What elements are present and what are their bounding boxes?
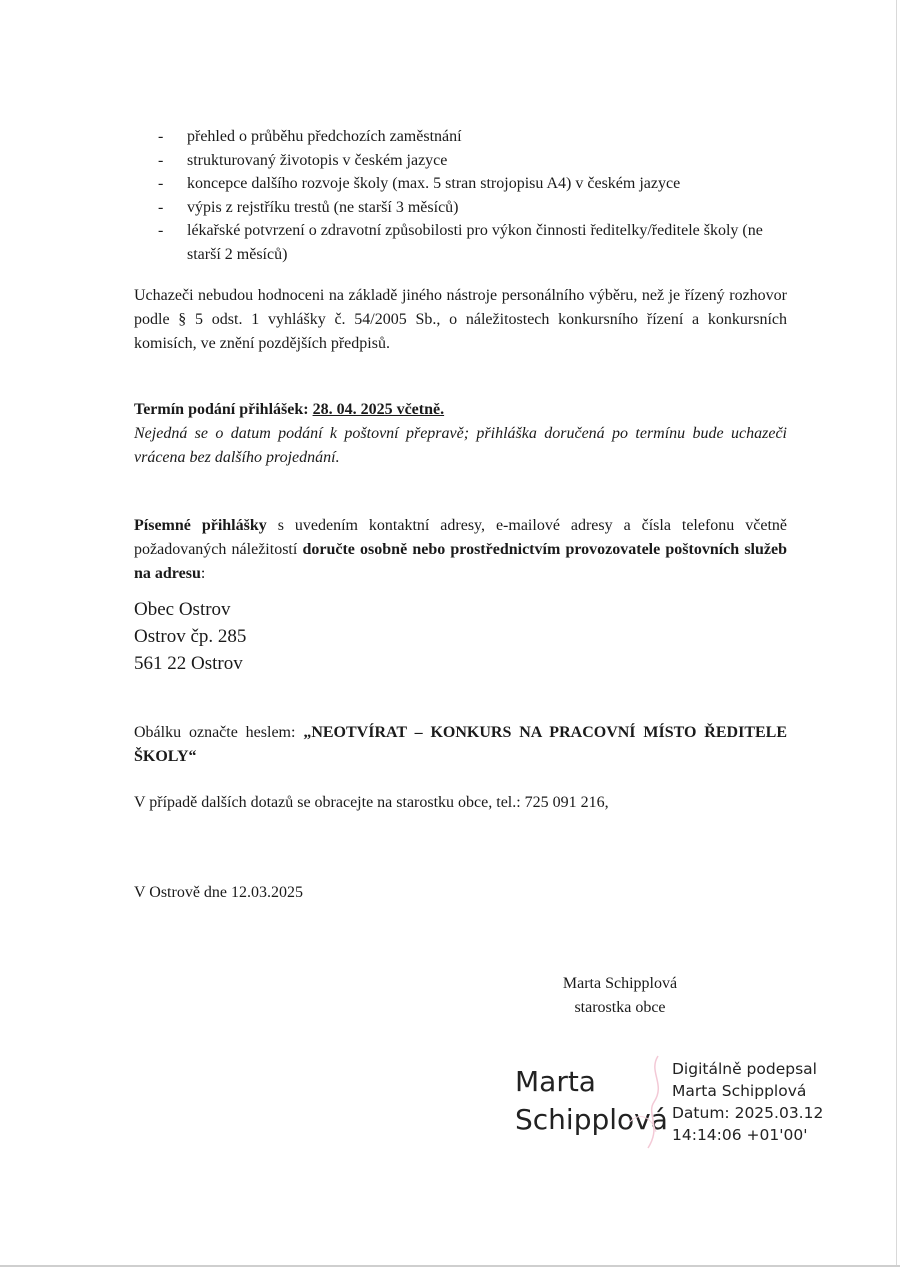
submission-part-3: doručte osobně nebo prostřednictvím provozovatele poštovních služeb na adresu [134,541,787,582]
list-item-text: strukturovaný životopis v českém jazyce [187,151,448,169]
bullet-dash: - [158,151,164,169]
list-item [158,219,798,266]
digital-signature-name-line: Schipplová [515,1103,668,1136]
contact-paragraph: V případě dalších dotazů se obracejte na starostku obce, tel.: 725 091 216, [134,794,609,811]
place-date: V Ostrově dne 12.03.2025 [134,884,304,901]
bullet-dash: - [158,222,164,239]
envelope-paragraph [134,721,787,769]
deadline-paragraph [134,398,787,470]
submission-part-4: : [200,565,206,582]
address-line: Ostrov čp. 285 [134,626,247,647]
list-item-text: výpis z rejstříku trestů (ne starší 3 měsíců) [187,198,459,216]
submission-paragraph [134,514,787,586]
deadline-date: 28. 04. 2025 včetně. [312,401,445,418]
signer-block [540,972,700,1020]
list-item [158,125,798,149]
list-item-text: přehled o průběhu předchozích zaměstnání [187,128,462,145]
list-item [158,149,798,173]
submission-part-2: s uvedením kontaktní adresy, e-mailové adresy a čísla telefonu včetně požadovaných náležitostí [134,517,788,558]
signer-role: starostka obce [574,999,666,1016]
envelope-prefix: Obálku označte heslem: [134,724,304,741]
list-item-text: koncepce dalšího rozvoje školy (max. 5 stran strojopisu A4) v českém jazyce [187,175,681,192]
bullet-dash: - [158,198,164,216]
submission-part-1: Písemné přihlášky [134,517,267,534]
deadline-label: Termín podání přihlášek: [134,401,313,418]
envelope-motto: „NEOTVÍRAT – KONKURS NA PRACOVNÍ MÍSTO ŘEDITELE ŠKOLY“ [134,724,788,765]
requirements-list [158,125,798,266]
deadline-note: Nejedná se o datum podání k poštovní přepravě; přihláška doručená po termínu bude uchazeči vrácena bez dalšího projednání. [134,425,787,466]
digital-signature-info [672,1058,823,1146]
digital-signature-info-line: Datum: 2025.03.12 [672,1104,824,1122]
address-line: Obec Ostrov [134,599,231,620]
digital-signature-info-line: Marta Schipplová [672,1082,807,1100]
address-block [134,596,246,677]
list-item [158,172,798,196]
digital-signature-info-line: 14:14:06 +01'00' [672,1126,808,1144]
list-item-text: lékařské potvrzení o zdravotní způsobilosti pro výkon činnosti ředitelky/ředitele školy (ne starší 2 měsíců) [187,222,763,263]
evaluation-paragraph: Uchazeči nebudou hodnoceni na základě jiného nástroje personálního výběru, než je řízený rozhovor podle § 5 odst. 1 vyhlášky č. 54/2005 Sb., o náležitostech konkursního řízení a konkursních komisích, ve znění pozdějších předpisů. [134,287,787,352]
digital-signature-name-line: Marta [515,1065,596,1098]
bullet-dash: - [158,128,164,145]
page-edge-bottom [0,1265,900,1267]
page-edge-right [896,0,897,1265]
signature-watermark-icon [618,1052,678,1152]
list-item [158,196,798,220]
bullet-dash: - [158,175,164,192]
signer-name: Marta Schipplová [562,975,678,992]
address-line: 561 22 Ostrov [134,653,243,674]
digital-signature-info-line: Digitálně podepsal [672,1060,817,1078]
